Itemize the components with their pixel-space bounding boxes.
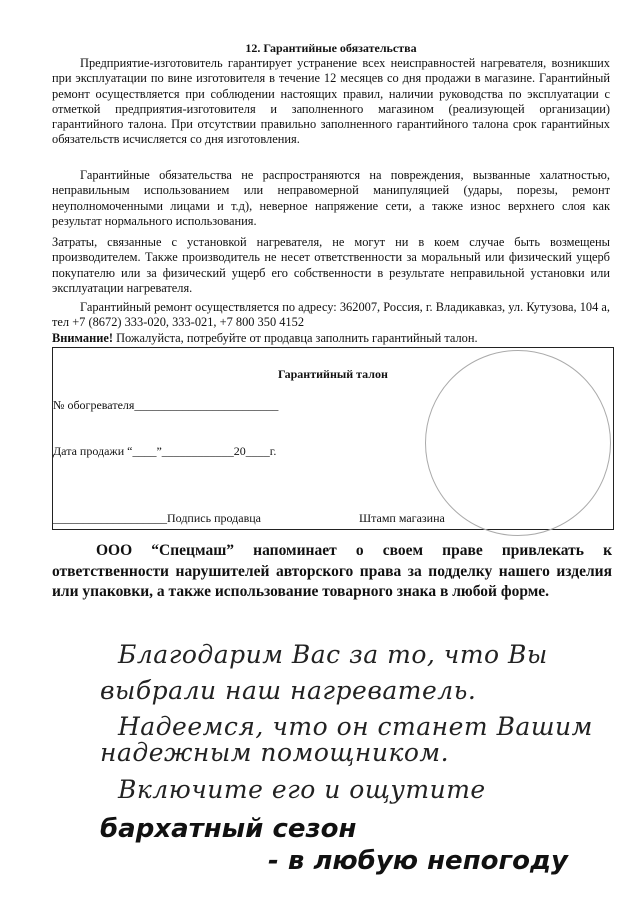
warning-line [52,331,610,346]
paragraph-text: Гарантийные обязательства не распространяются на повреждения, вызванные халатностью, неправильным использованием или неправомерной манипуляцией (удары, порезы, ремонт неуполномоченными лицами и т.д), неверное напряжение сети, а также износ верхнего слоя как результат нормального использования. [52,168,610,228]
closing-line-1: Благодарим Вас за то, что Вы [118,640,548,669]
seller-signature-field: ___________________Подпись продавца [53,511,261,525]
serial-number-field: № обогревателя________________________ [53,398,279,412]
paragraph-text: Предприятие-изготовитель гарантирует устранение всех неисправностей нагревателя, возникших при эксплуатации по вине изготовителя в течение 12 месяцев со дня продажи в магазине. Гарантийный ремонт осуществляется при соблюдении настоящих правил, наличии руководства по эксплуатации с отметкой предприятия-изготовителя и заполненного магазином (реализующей организации) гарантийного талона. При отсутствии правильно заполненного гарантийного талона срок гарантийных обязательств исчисляется со дня изготовления. [52,56,610,147]
warranty-paragraph-3 [52,235,610,296]
warning-text: Пожалуйста, потребуйте от продавца заполнить гарантийный талон. [113,331,478,345]
closing-line-3: Надеемся, что он станет Вашим [118,712,593,741]
paragraph-text: Затраты, связанные с установкой нагревателя, не могут ни в коем случае быть возмещены производителем. Также производитель не несет ответственности за моральный или физический ущерб покупателю или за физический ущерб его собственности в результате неправильной установки или эксплуатации нагревателя. [52,235,610,295]
coupon-title: Гарантийный талон [278,367,388,381]
warranty-coupon [52,347,614,530]
sale-date-field: Дата продажи “____”____________20____г. [53,444,277,458]
notice-text: ООО “Спецмаш” напоминает о своем праве привлекать к ответственности нарушителей авторского права за подделку нашего изделия или упаковки, а также использование товарного знака в любой форме. [52,542,612,600]
service-address-paragraph [52,300,610,331]
closing-line-2: выбрали наш нагреватель. [100,676,477,705]
paragraph-text: Гарантийный ремонт осуществляется по адресу: 362007, Россия, г. Владикавказ, ул. Кутузова, 104 а, тел +7 (8672) 333-020, 333-021, +7 800 350 4152 [52,300,610,330]
copyright-notice [52,541,612,603]
section-title: 12. Гарантийные обязательства [245,41,417,55]
closing-line-5: Включите его и ощутите [118,775,486,804]
slogan-line-2: - в любую непогоду [268,846,568,876]
closing-line-4: надежным помощником. [100,738,450,767]
warranty-paragraph-1 [52,56,610,148]
warranty-paragraph-2 [52,168,610,229]
slogan-line-1: бархатный сезон [100,814,357,844]
store-stamp-label: Штамп магазина [359,511,445,525]
warning-label: Внимание! [52,331,113,345]
